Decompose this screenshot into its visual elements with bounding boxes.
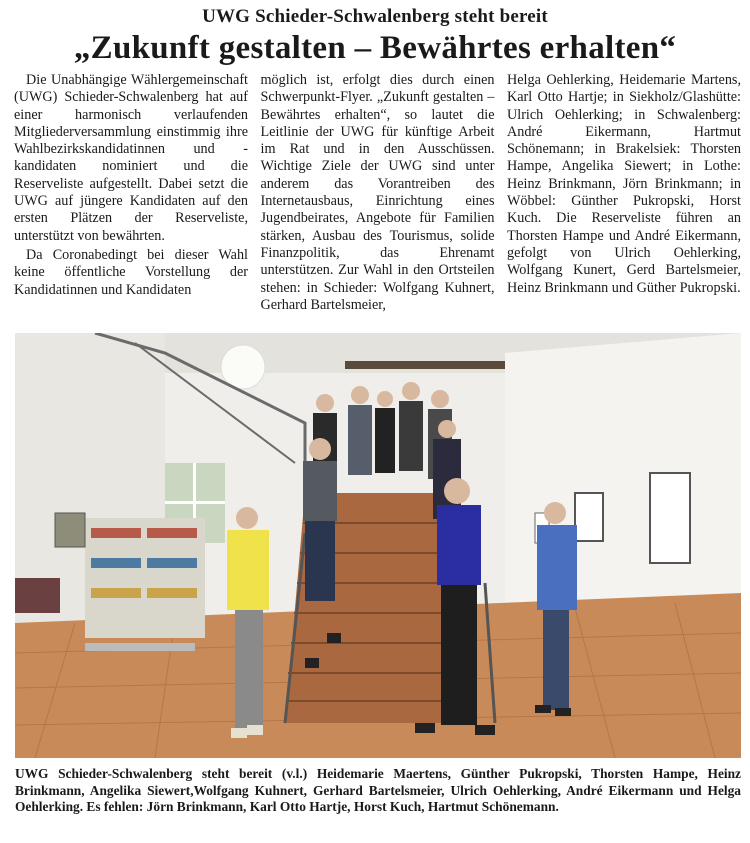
column-1 (14, 72, 248, 326)
paragraph: Da Coronabedingt bei dieser Wahl keine öffentliche Vorstellung der Kandidatinnen und Kandidaten (14, 246, 248, 298)
article-kicker: UWG Schieder-Schwalenberg steht bereit (202, 6, 548, 27)
column-3 (507, 72, 741, 326)
group-photo (15, 333, 741, 758)
paragraph: möglich ist, erfolgt dies durch einen Schwerpunkt-Flyer. „Zukunft gestalten – Bewährtes erhalten“, so lautet die Leitlinie der UWG für künftige Arbeit im Rat und in den Ausschüssen. Wichtige Ziele der UWG sind unter anderem das Vorantreiben des Internetausbaus, Einrichtung eines Jugendbeirates, Angebote für Familien stärken, Ausbau des Tourismus, solide Finanzpolitik, das Ehrenamt unterstützen. Zur Wahl in den Ortsteilen stehen: in Schieder: Wolfgang Kuhnert, Gerhard Bartelsmeier, (260, 72, 495, 313)
article-body (14, 72, 741, 326)
paragraph: Helga Oehlerking, Heidemarie Martens, Karl Otto Hartje; in Siekholz/Glashütte: Ulrich Oehlerking; in Schwalenberg: André Eikermann, Hartmut Schönemann; in Brakelsiek: Thorsten Hampe, Angelika Siewert; in Lothe: Heinz Brinkmann, Jörn Brinkmann; in Wöbbel: Günther Pukropski, Horst Kuch. Die Reserveliste führen an Thorsten Hampe und André Eikermann, gefolgt von Ulrich Oehlerking, Wolfgang Kunert, Gerd Bartelsmeier, Heinz Brinkmann und Güther Pukropski. (507, 72, 741, 296)
column-2 (261, 72, 495, 326)
article-headline: „Zukunft gestalten – Bewährtes erhalten“ (73, 30, 677, 66)
paragraph: Die Unabhängige Wählergemeinschaft (UWG) Schieder-Schwalenberg hat auf einer harmonisch verlaufenden Mitgliederversammlung einstimmig ihre Wahlbezirkskandidatinnen und -kandidaten nominiert und die Reserveliste aufgestellt. Dabei setzt die UWG auf jüngere Kandidaten auf den ersten Plätzen der Reserveliste, unterstützt von bewährten. (14, 72, 248, 244)
photo-caption: UWG Schieder-Schwalenberg steht bereit (v.l.) Heidemarie Maertens, Günther Pukropski, Thorsten Hampe, Heinz Brinkmann, Angelika Siewert,Wolfgang Kuhnert, Gerhard Bartelsmeier, Ulrich Oehlerking, André Eikermann und Helga Oehlerking. Es fehlen: Jörn Brinkmann, Karl Otto Hartje, Horst Kuch, Hartmut Schönemann. (15, 766, 741, 815)
group-photo-image (15, 333, 741, 758)
